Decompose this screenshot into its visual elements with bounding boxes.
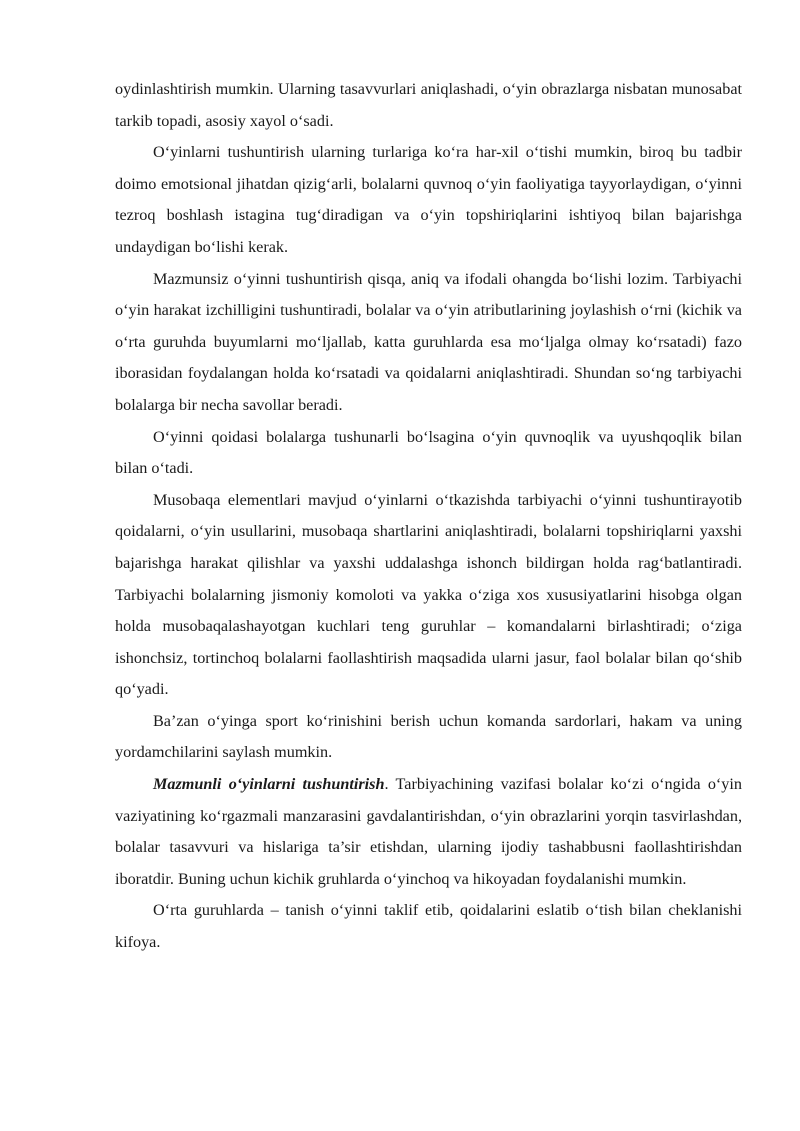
paragraph-text: Musobaqa elementlari mavjud o‘yinlarni o‘tkazishda tarbiyachi o‘yinni tushuntirayotib qoidalarni, o‘yin usullarini, musobaqa shartlarini aniqlashtiradi, bolalarni topshiriqlarni yaxshi bajarishga harakat qilishlar va yaxshi uddalashga ishonch bildirgan holda rag‘batlantiradi. Tarbiyachi bolalarning jismoniy komoloti va yakka o‘ziga xos xususiyatlarini hisobga olgan holda musobaqalashayotgan kuchlari teng guruhlar – komandalarni birlashtiradi; o‘ziga ishonchsiz, tortinchoq bolalarni faollashtirish maqsadida ularni jasur, faol bolalar bilan qo‘shib qo‘yadi. [115, 490, 742, 699]
paragraph-text: . Tarbiyachining vazifasi bolalar ko‘zi o‘ngida o‘yin vaziyatining ko‘rgazmali manzarasini gavdalantirishdan, o‘yin obrazlarini yorqin tasvirlashdan, bolalar tasavvuri va hislariga ta’sir etishdan, ularning ijodiy tashabbusni faollashtirishdan iboratdir. Buning uchun kichik gruhlarda o‘yinchoq va hikoyadan foydalanishi mumkin. [115, 775, 742, 888]
paragraph-8 [115, 895, 742, 958]
paragraph-3 [115, 264, 742, 422]
paragraph-2 [115, 137, 742, 263]
document-page [115, 74, 742, 959]
paragraph-text: Mazmunsiz o‘yinni tushuntirish qisqa, aniq va ifodali ohangda bo‘lishi lozim. Tarbiyachi o‘yin harakat izchilligini tushuntiradi, bolalar va o‘yin atributlarining joylashish o‘rni (kichik va o‘rta guruhda buyumlarni mo‘ljallab, katta guruhlarda esa mo‘ljalga olmay ko‘rsatadi) fazo iborasidan foydalangan holda ko‘rsatadi va qoidalarni aniqlashtiradi. Shundan so‘ng tarbiyachi bolalarga bir necha savollar beradi. [115, 269, 742, 414]
paragraph-5 [115, 485, 742, 706]
paragraph-text: O‘yinni qoidasi bolalarga tushunarli bo‘lsagina o‘yin quvnoqlik va uyushqoqlik bilan bilan o‘tadi. [115, 427, 742, 478]
paragraph-text: O‘yinlarni tushuntirish ularning turlariga ko‘ra har-xil o‘tishi mumkin, biroq bu tadbir doimo emotsional jihatdan qizig‘arli, bolalarni quvnoq o‘yin faoliyatiga tayyorlaydigan, o‘yinni tezroq boshlash istagina tug‘diradigan va o‘yin topshiriqlarini ishtiyoq bilan bajarishga undaydigan bo‘lishi kerak. [115, 143, 742, 256]
paragraph-1 [115, 74, 742, 137]
paragraph-7 [115, 769, 742, 895]
paragraph-text: O‘rta guruhlarda – tanish o‘yinni taklif etib, qoidalarini eslatib o‘tish bilan cheklanishi kifoya. [115, 901, 742, 952]
paragraph-4 [115, 422, 742, 485]
section-lead-heading: Mazmunli o‘yinlarni tushuntirish [153, 775, 385, 794]
paragraph-6 [115, 706, 742, 769]
paragraph-text: Ba’zan o‘yinga sport ko‘rinishini berish uchun komanda sardorlari, hakam va uning yordamchilarini saylash mumkin. [115, 711, 742, 762]
paragraph-text: oydinlashtirish mumkin. Ularning tasavvurlari aniqlashadi, o‘yin obrazlarga nisbatan munosabat tarkib topadi, asosiy xayol o‘sadi. [115, 80, 742, 130]
